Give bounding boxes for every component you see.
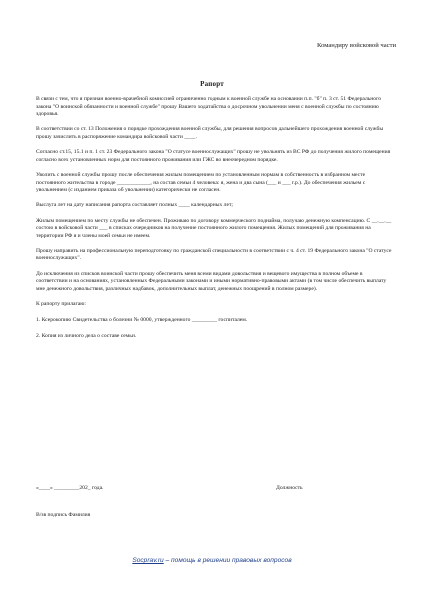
paragraph-allowances: До исключения из списков воинской части прошу обеспечить меня всеми видами довольствия и вещевого имущества в полном объеме в соответствии и на основаниях, установленных Федеральными законами и иными нормативно-правовыми актами (в том числе обеспечить выплату мне денежного довольствия, различных надбавок, дополнительных выплат, денежных поощрений в полном размере). [36,270,387,292]
footer-tagline: – помощь в решении правовых вопросов [163,557,292,564]
paragraph-health: В связи с тем, что я признан военно-врачебной комиссией ограниченно годным к военной службе на основании п.п. "б" п. 3 ст. 51 Федерального закона "О воинской обязанности и военной службе" прошу Вашего ходатайства о досрочном увольнении меня с военной службы по состоянию здоровья. [36,96,382,118]
paragraph-dismissal-conditions: Уволить с военной службы прошу после обеспечения жилым помещением по установленным нормам в собственность в избранном месте постоянного жительства в городе ____________, на состав семьи 4 человека: я, жена и два сына (___ и ___ г.р.). До обеспечения жильем с увольнением (с изданием приказа об увольнении) категорически не согласен. [36,171,366,194]
position-label: Должность [276,485,303,491]
attachment-item: 2. Копия из личного дела о составе семьи. [36,332,137,339]
document-title: Рапорт [200,80,224,88]
addressee: Командиру войсковой части [317,42,396,49]
paragraph-housing-status: Жилым помещением по месту службы не обеспечен. Проживаю по договору коммерческого поднайма, получаю денежную компенсацию. С __.__.__ состою в войсковой части ___ в списках очередников на получение постоянного жилого помещения. Жилых помещений для проживания на территории РФ я и члены моей семьи не имеем. [36,217,392,239]
paragraph-disposal: В соответствии со ст. 13 Положения о порядке прохождения военной службы, для решения вопросов дальнейшего прохождения военной службы прошу зачислить в распоряжение командира войсковой части ____. [36,126,384,140]
paragraph-housing-law: Согласно ст.15, 15.1 и п. 1 ст. 23 Федерального закона "О статусе военнослужащих" прошу не увольнять из ВС РФ до получения жилого помещения согласно всех установленных норм для постоянного проживания или ГЖС во внеочередном порядке. [36,149,391,163]
rank-signature-name: В/зв подпись Фамилия [36,512,91,518]
report-body [36,96,392,348]
attachment-item: 1. Ксерокопию Свидетельства о болезни № 0000, утвержденного _________ госпиталем. [36,317,248,324]
paragraph-retraining: Прошу направить на профессиональную переподготовку по гражданской специальности в соответствии с ч. 4 ст. 19 Федерального закона "О статусе военнослужащих". [36,247,392,262]
footer-site-link[interactable]: Socprav.ru [132,557,164,564]
paragraph-service-length: Выслуга лет на дату написания рапорта составляет полных ____ календарных лет; [36,202,233,209]
date-line: «____» _________202_ года. [36,485,104,491]
attachments-heading: К рапорту прилагаю: [36,301,86,308]
footer [0,557,424,564]
